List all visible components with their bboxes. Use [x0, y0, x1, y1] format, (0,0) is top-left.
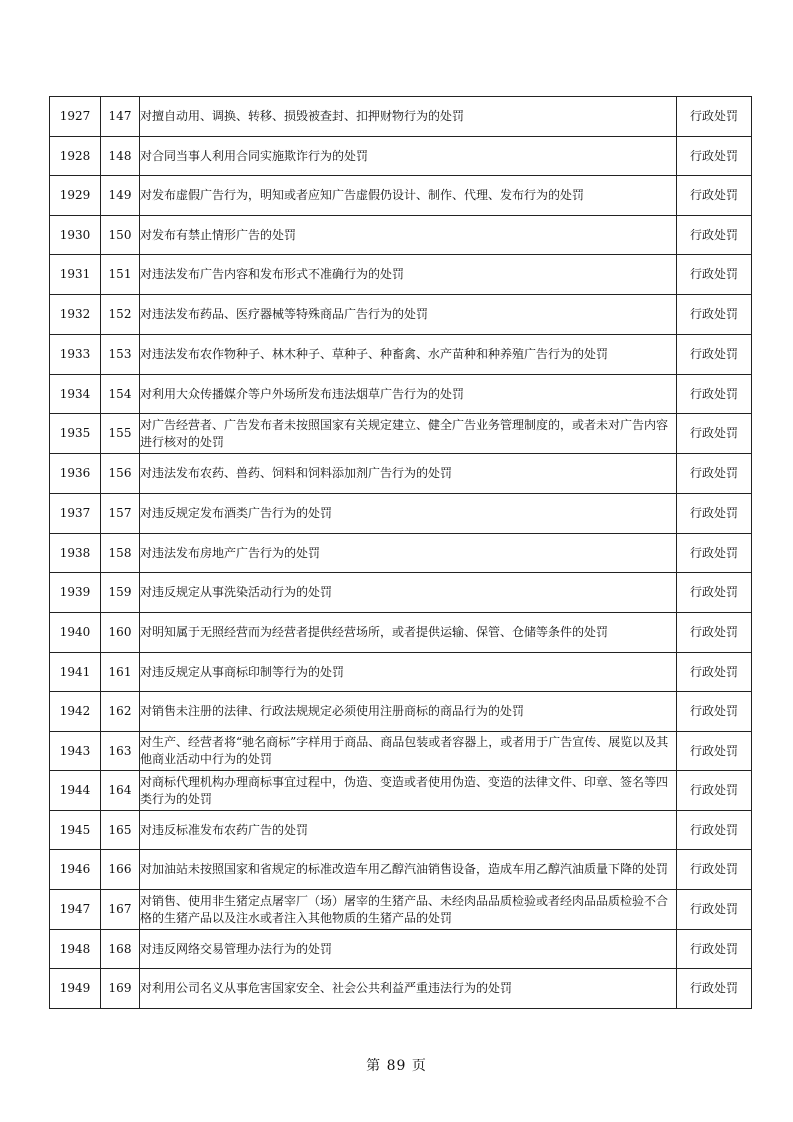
table-row	[50, 375, 752, 414]
table-row	[50, 255, 752, 295]
row-number: 1928	[50, 137, 101, 176]
table-row	[50, 771, 752, 811]
item-name: 对生产、经营者将“驰名商标”字样用于商品、商品包装或者容器上，或者用于广告宣传、展览以及其他商业活动中行为的处罚	[140, 732, 677, 771]
row-number: 1938	[50, 534, 101, 573]
item-type: 行政处罚	[677, 653, 752, 692]
item-name: 对擅自动用、调换、转移、损毁被查封、扣押财物行为的处罚	[140, 97, 677, 137]
table-row	[50, 890, 752, 930]
row-number: 1946	[50, 850, 101, 890]
item-sequence: 166	[101, 850, 140, 890]
table-row	[50, 811, 752, 850]
item-sequence: 151	[101, 255, 140, 295]
table-row	[50, 732, 752, 771]
row-number: 1934	[50, 375, 101, 414]
item-name: 对发布虚假广告行为，明知或者应知广告虚假仍设计、制作、代理、发布行为的处罚	[140, 176, 677, 216]
item-type: 行政处罚	[677, 573, 752, 613]
table-row	[50, 573, 752, 613]
item-name: 对销售、使用非生猪定点屠宰厂（场）屠宰的生猪产品、未经肉品品质检验或者经肉品品质检验不合格的生猪产品以及注水或者注入其他物质的生猪产品的处罚	[140, 890, 677, 930]
table-row	[50, 692, 752, 732]
table-row	[50, 335, 752, 375]
item-name: 对利用公司名义从事危害国家安全、社会公共利益严重违法行为的处罚	[140, 969, 677, 1009]
table-row	[50, 97, 752, 137]
item-type: 行政处罚	[677, 692, 752, 732]
item-sequence: 147	[101, 97, 140, 137]
row-number: 1935	[50, 414, 101, 454]
table-row	[50, 216, 752, 255]
item-sequence: 159	[101, 573, 140, 613]
row-number: 1942	[50, 692, 101, 732]
item-name: 对销售未注册的法律、行政法规规定必须使用注册商标的商品行为的处罚	[140, 692, 677, 732]
item-type: 行政处罚	[677, 534, 752, 573]
item-name: 对违反规定从事商标印制等行为的处罚	[140, 653, 677, 692]
item-sequence: 153	[101, 335, 140, 375]
item-type: 行政处罚	[677, 494, 752, 534]
table-row	[50, 295, 752, 335]
records-table	[49, 96, 752, 1009]
table-row	[50, 969, 752, 1009]
item-sequence: 150	[101, 216, 140, 255]
item-name: 对违反网络交易管理办法行为的处罚	[140, 930, 677, 969]
item-name: 对加油站未按照国家和省规定的标准改造车用乙醇汽油销售设备，造成车用乙醇汽油质量下降的处罚	[140, 850, 677, 890]
item-sequence: 149	[101, 176, 140, 216]
item-sequence: 165	[101, 811, 140, 850]
page-number: 第 89 页	[366, 1058, 427, 1074]
item-name: 对违反规定从事洗染活动行为的处罚	[140, 573, 677, 613]
item-type: 行政处罚	[677, 732, 752, 771]
table-row	[50, 494, 752, 534]
item-name: 对违法发布农药、兽药、饲料和饲料添加剂广告行为的处罚	[140, 454, 677, 494]
row-number: 1949	[50, 969, 101, 1009]
records-table-body	[50, 97, 752, 1009]
row-number: 1929	[50, 176, 101, 216]
item-sequence: 169	[101, 969, 140, 1009]
item-type: 行政处罚	[677, 930, 752, 969]
row-number: 1930	[50, 216, 101, 255]
item-sequence: 167	[101, 890, 140, 930]
row-number: 1931	[50, 255, 101, 295]
item-sequence: 163	[101, 732, 140, 771]
item-sequence: 158	[101, 534, 140, 573]
item-type: 行政处罚	[677, 613, 752, 653]
item-name: 对违法发布药品、医疗器械等特殊商品广告行为的处罚	[140, 295, 677, 335]
item-name: 对发布有禁止情形广告的处罚	[140, 216, 677, 255]
item-type: 行政处罚	[677, 255, 752, 295]
table-row	[50, 454, 752, 494]
row-number: 1939	[50, 573, 101, 613]
item-sequence: 154	[101, 375, 140, 414]
item-name: 对利用大众传播媒介等户外场所发布违法烟草广告行为的处罚	[140, 375, 677, 414]
item-sequence: 161	[101, 653, 140, 692]
item-type: 行政处罚	[677, 295, 752, 335]
row-number: 1948	[50, 930, 101, 969]
row-number: 1941	[50, 653, 101, 692]
item-type: 行政处罚	[677, 216, 752, 255]
row-number: 1933	[50, 335, 101, 375]
table-row	[50, 137, 752, 176]
item-sequence: 168	[101, 930, 140, 969]
item-name: 对合同当事人利用合同实施欺诈行为的处罚	[140, 137, 677, 176]
row-number: 1940	[50, 613, 101, 653]
item-name: 对商标代理机构办理商标事宜过程中，伪造、变造或者使用伪造、变造的法律文件、印章、签名等四类行为的处罚	[140, 771, 677, 811]
item-sequence: 152	[101, 295, 140, 335]
item-name: 对违法发布房地产广告行为的处罚	[140, 534, 677, 573]
item-type: 行政处罚	[677, 414, 752, 454]
item-name: 对违反标准发布农药广告的处罚	[140, 811, 677, 850]
item-type: 行政处罚	[677, 176, 752, 216]
item-sequence: 155	[101, 414, 140, 454]
row-number: 1936	[50, 454, 101, 494]
item-type: 行政处罚	[677, 375, 752, 414]
row-number: 1937	[50, 494, 101, 534]
item-name: 对违法发布农作物种子、林木种子、草种子、种畜禽、水产苗种和种养殖广告行为的处罚	[140, 335, 677, 375]
row-number: 1944	[50, 771, 101, 811]
table-row	[50, 613, 752, 653]
item-sequence: 156	[101, 454, 140, 494]
item-type: 行政处罚	[677, 969, 752, 1009]
row-number: 1947	[50, 890, 101, 930]
table-row	[50, 414, 752, 454]
row-number: 1932	[50, 295, 101, 335]
item-sequence: 157	[101, 494, 140, 534]
item-name: 对违反规定发布酒类广告行为的处罚	[140, 494, 677, 534]
table-row	[50, 653, 752, 692]
item-name: 对广告经营者、广告发布者未按照国家有关规定建立、健全广告业务管理制度的，或者未对广告内容进行核对的处罚	[140, 414, 677, 454]
item-sequence: 160	[101, 613, 140, 653]
item-type: 行政处罚	[677, 890, 752, 930]
item-sequence: 164	[101, 771, 140, 811]
row-number: 1943	[50, 732, 101, 771]
item-type: 行政处罚	[677, 97, 752, 137]
item-name: 对明知属于无照经营而为经营者提供经营场所，或者提供运输、保管、仓储等条件的处罚	[140, 613, 677, 653]
item-name: 对违法发布广告内容和发布形式不准确行为的处罚	[140, 255, 677, 295]
table-row	[50, 850, 752, 890]
row-number: 1945	[50, 811, 101, 850]
item-sequence: 162	[101, 692, 140, 732]
item-type: 行政处罚	[677, 454, 752, 494]
table-row	[50, 534, 752, 573]
item-type: 行政处罚	[677, 137, 752, 176]
row-number: 1927	[50, 97, 101, 137]
table-row	[50, 176, 752, 216]
item-type: 行政处罚	[677, 850, 752, 890]
item-type: 行政处罚	[677, 335, 752, 375]
item-type: 行政处罚	[677, 771, 752, 811]
item-sequence: 148	[101, 137, 140, 176]
table-row	[50, 930, 752, 969]
item-type: 行政处罚	[677, 811, 752, 850]
